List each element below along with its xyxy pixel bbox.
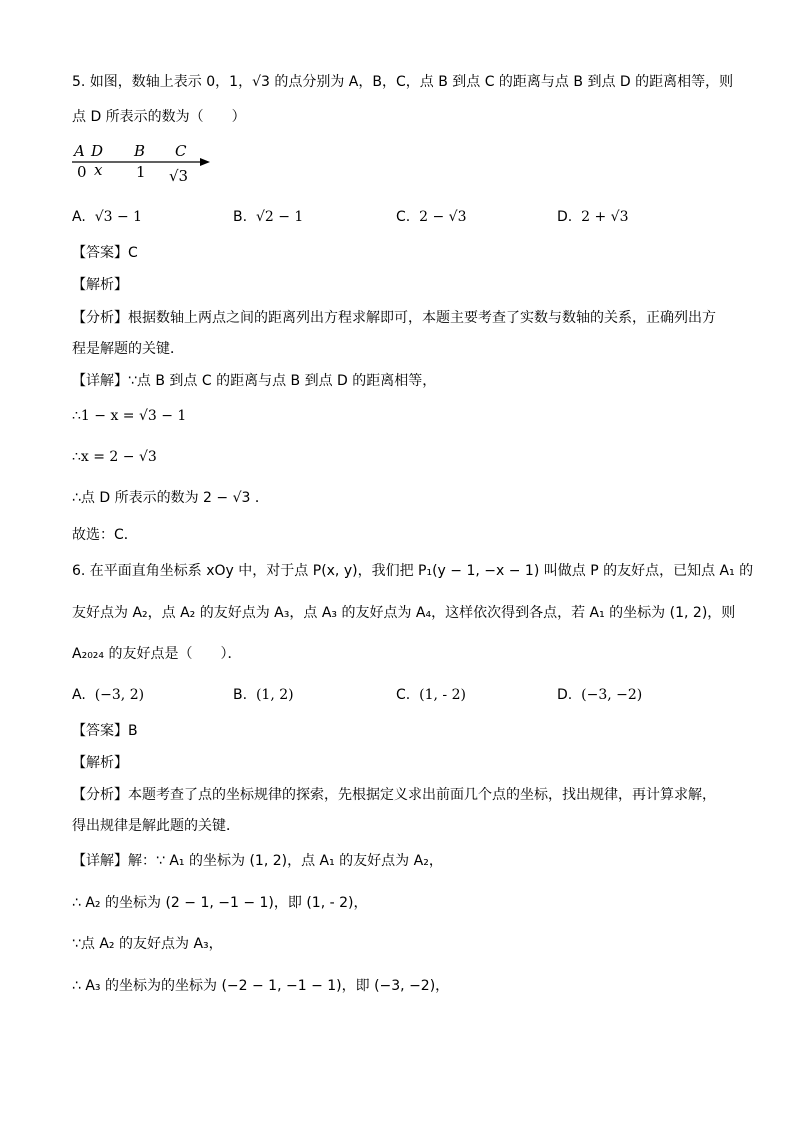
- q6-detail-line1: 【详解】解：∵ A₁ 的坐标为 (1, 2)，点 A₁ 的友好点为 A₂，: [72, 853, 443, 869]
- q5-detail-line5: 故选：C．: [72, 527, 138, 543]
- q6-stem-line1: 6. 在平面直角坐标系 xOy 中，对于点 P(x, y)，我们把 P₁(y − 1, −x − 1) 叫做点 P 的友好点，已知点 A₁ 的: [72, 563, 754, 579]
- point-label-d: D: [91, 142, 104, 160]
- value-label-0: 0: [77, 163, 87, 181]
- q5-detail-line2: ∴1 − x = √3 − 1: [72, 408, 187, 424]
- q6-stem-line3: A₂₀₂₄ 的友好点是（ ）．: [72, 646, 242, 662]
- q5-analysis-line2: 程是解题的关键．: [72, 341, 184, 357]
- q6-choice-b: B. (1, 2): [233, 687, 294, 703]
- q6-detail-line4: ∴ A₃ 的坐标为的坐标为 (−2 − 1, −1 − 1)，即 (−3, −2)，: [72, 978, 450, 994]
- q5-stem-line2: 点 D 所表示的数为（ ）: [72, 109, 246, 125]
- q5-detail-line3: ∴x = 2 − √3: [72, 449, 157, 465]
- q5-jiexi-heading: 【解析】: [72, 277, 128, 293]
- q5-analysis-line1: 【分析】根据数轴上两点之间的距离列出方程求解即可，本题主要考查了实数与数轴的关系，正确列出方: [72, 310, 716, 326]
- value-label-sqrt3: √3: [169, 167, 189, 185]
- q5-choice-a: A. √3 − 1: [72, 209, 143, 225]
- q5-detail-line4: ∴点 D 所表示的数为 2 − √3 ．: [72, 490, 269, 506]
- q6-answer: 【答案】B: [72, 723, 138, 739]
- q5-choice-b: B. √2 − 1: [233, 209, 304, 225]
- number-line-figure: [72, 142, 222, 188]
- point-label-b: B: [134, 142, 146, 160]
- q6-stem-line2: 友好点为 A₂，点 A₂ 的友好点为 A₃，点 A₃ 的友好点为 A₄，这样依次得到各点，若 A₁ 的坐标为 (1, 2)，则: [72, 605, 736, 621]
- q5-answer: 【答案】C: [72, 245, 138, 261]
- value-label-x: x: [94, 161, 103, 179]
- value-label-1: 1: [136, 163, 146, 181]
- q6-jiexi-heading: 【解析】: [72, 755, 128, 771]
- q6-choice-d: D. (−3, −2): [557, 687, 643, 703]
- point-label-c: C: [175, 142, 187, 160]
- q6-analysis-line1: 【分析】本题考查了点的坐标规律的探索，先根据定义求出前面几个点的坐标，找出规律，再计算求解，: [72, 787, 716, 803]
- q6-choice-c: C. (1, - 2): [396, 687, 466, 703]
- q6-detail-line2: ∴ A₂ 的坐标为 (2 − 1, −1 − 1)，即 (1, - 2)，: [72, 895, 368, 911]
- q5-choice-d: D. 2 + √3: [557, 209, 629, 225]
- q6-choice-a: A. (−3, 2): [72, 687, 145, 703]
- q5-choice-c: C. 2 − √3: [396, 209, 467, 225]
- q5-detail-line1: 【详解】∵点 B 到点 C 的距离与点 B 到点 D 的距离相等，: [72, 373, 437, 389]
- point-label-a: A: [74, 142, 85, 160]
- q5-stem-line1: 5. 如图，数轴上表示 0，1，√3 的点分别为 A，B，C，点 B 到点 C 的距离与点 B 到点 D 的距离相等，则: [72, 74, 734, 90]
- q6-detail-line3: ∵点 A₂ 的友好点为 A₃，: [72, 936, 223, 952]
- q6-analysis-line2: 得出规律是解此题的关键．: [72, 818, 240, 834]
